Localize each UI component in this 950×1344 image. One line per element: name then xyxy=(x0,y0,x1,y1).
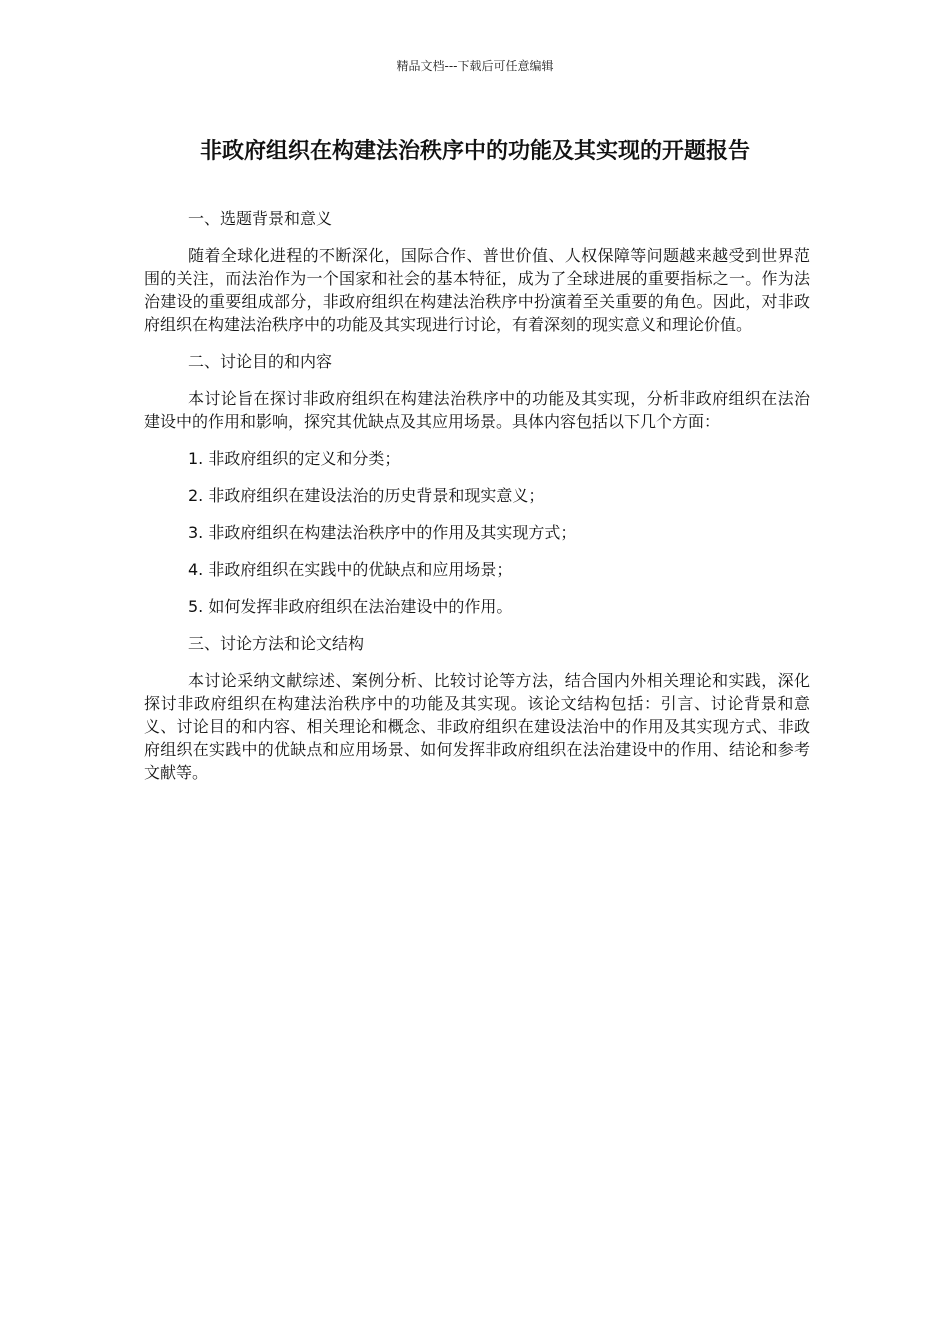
section-paragraph-methods: 本讨论采纳文献综述、案例分析、比较讨论等方法，结合国内外相关理论和实践，深化探讨非政府组织在构建法治秩序中的功能及其实现。该论文结构包括：引言、讨论背景和意义、讨论目的和内容、相关理论和概念、非政府组织在建设法治中的作用及其实现方式、非政府组织在实践中的优缺点和应用场景、如何发挥非政府组织在法治建设中的作用、结论和参考文献等。 xyxy=(144,671,810,782)
list-item: 2. 非政府组织在建设法治的历史背景和现实意义； xyxy=(188,486,545,505)
section-paragraph-objectives: 本讨论旨在探讨非政府组织在构建法治秩序中的功能及其实现，分析非政府组织在法治建设中的作用和影响，探究其优缺点及其应用场景。具体内容包括以下几个方面： xyxy=(144,389,810,431)
section-heading-objectives: 二、讨论目的和内容 xyxy=(188,352,333,371)
page-header: 精品文档---下载后可任意编辑 xyxy=(396,59,554,73)
list-item: 4. 非政府组织在实践中的优缺点和应用场景； xyxy=(188,560,513,579)
document-title: 非政府组织在构建法治秩序中的功能及其实现的开题报告 xyxy=(199,139,750,164)
section-heading-methods: 三、讨论方法和论文结构 xyxy=(188,634,365,653)
list-item: 5. 如何发挥非政府组织在法治建设中的作用。 xyxy=(188,597,513,616)
list-item: 1. 非政府组织的定义和分类； xyxy=(188,449,401,468)
list-item: 3. 非政府组织在构建法治秩序中的作用及其实现方式； xyxy=(188,523,577,542)
section-paragraph-background: 随着全球化进程的不断深化，国际合作、普世价值、人权保障等问题越来越受到世界范围的关注，而法治作为一个国家和社会的基本特征，成为了全球进展的重要指标之一。作为法治建设的重要组成部分，非政府组织在构建法治秩序中扮演着至关重要的角色。因此，对非政府组织在构建法治秩序中的功能及其实现进行讨论，有着深刻的现实意义和理论价值。 xyxy=(144,246,810,334)
section-heading-background: 一、选题背景和意义 xyxy=(188,209,333,228)
document-body xyxy=(144,207,810,798)
